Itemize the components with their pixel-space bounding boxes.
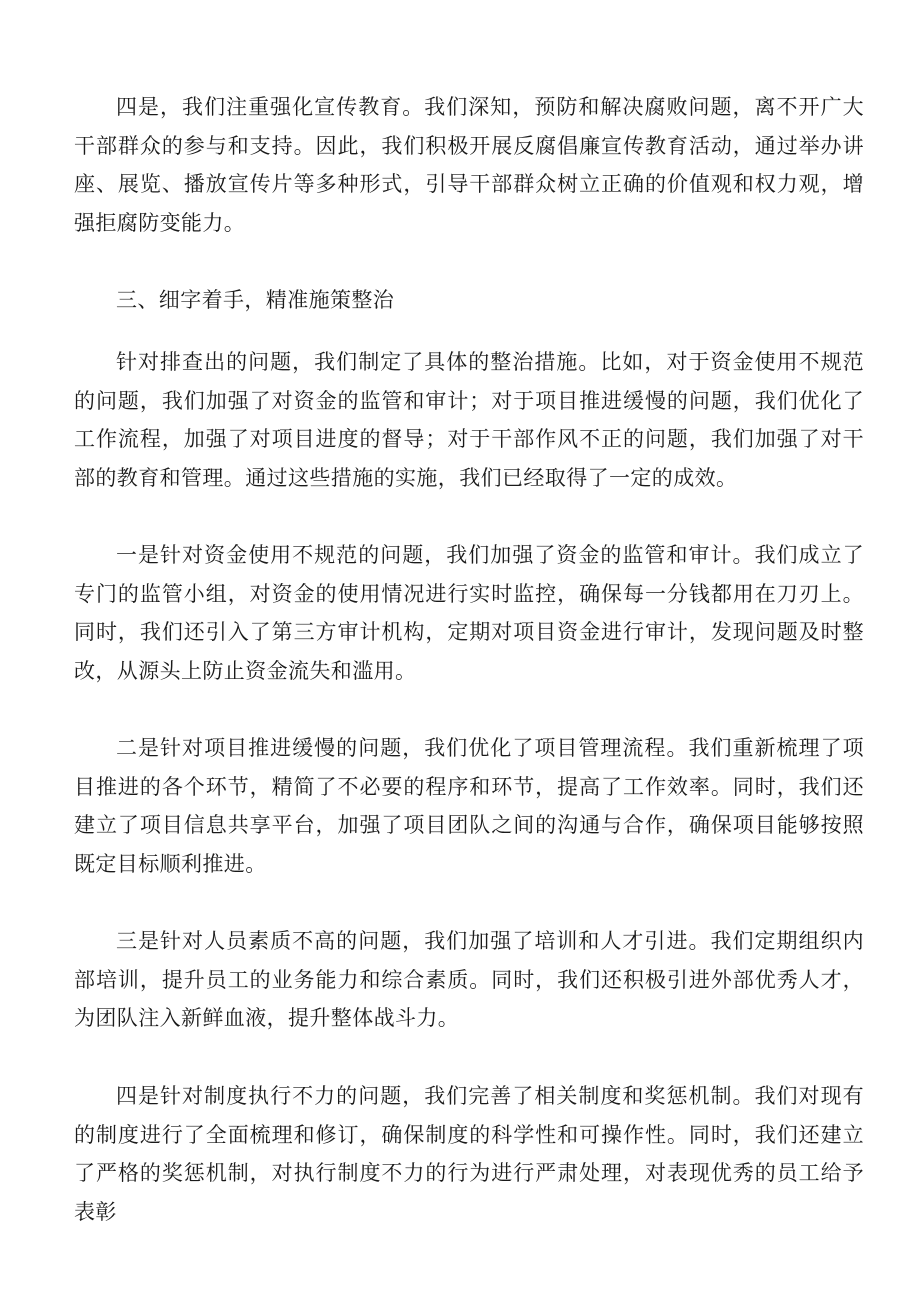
paragraph-publicity-education: 四是，我们注重强化宣传教育。我们深知，预防和解决腐败问题，离不开广大干部群众的参与和支持。因此，我们积极开展反腐倡廉宣传教育活动，通过举办讲座、展览、播放宣传片等多种形式，引导干部群众树立正确的价值观和权力观，增强拒腐防变能力。 <box>74 95 864 235</box>
paragraph-rectification-measures: 针对排查出的问题，我们制定了具体的整治措施。比如，对于资金使用不规范的问题，我们加强了对资金的监管和审计；对于项目推进缓慢的问题，我们优化了工作流程，加强了对项目进度的督导；对于干部作风不正的问题，我们加强了对干部的教育和管理。通过这些措施的实施，我们已经取得了一定的成效。 <box>74 350 864 490</box>
paragraph-fund-supervision: 一是针对资金使用不规范的问题，我们加强了资金的监管和审计。我们成立了专门的监管小组，对资金的使用情况进行实时监控，确保每一分钱都用在刀刃上。同时，我们还引入了第三方审计机构，定期对项目资金进行审计，发现问题及时整改，从源头上防止资金流失和滥用。 <box>74 543 864 683</box>
paragraph-system-execution: 四是针对制度执行不力的问题，我们完善了相关制度和奖惩机制。我们对现有的制度进行了全面梳理和修订，确保制度的科学性和可操作性。同时，我们还建立了严格的奖惩机制，对执行制度不力的行为进行严肃处理，对表现优秀的员工给予表彰 <box>74 1084 864 1224</box>
paragraph-staff-training: 三是针对人员素质不高的问题，我们加强了培训和人才引进。我们定期组织内部培训，提升员工的业务能力和综合素质。同时，我们还积极引进外部优秀人才，为团队注入新鲜血液，提升整体战斗力。 <box>74 929 864 1030</box>
paragraph-project-management: 二是针对项目推进缓慢的问题，我们优化了项目管理流程。我们重新梳理了项目推进的各个环节，精简了不必要的程序和环节，提高了工作效率。同时，我们还建立了项目信息共享平台，加强了项目团队之间的沟通与合作，确保项目能够按照既定目标顺利推进。 <box>74 736 864 876</box>
section-heading-3: 三、细字着手，精准施策整治 <box>116 288 395 312</box>
